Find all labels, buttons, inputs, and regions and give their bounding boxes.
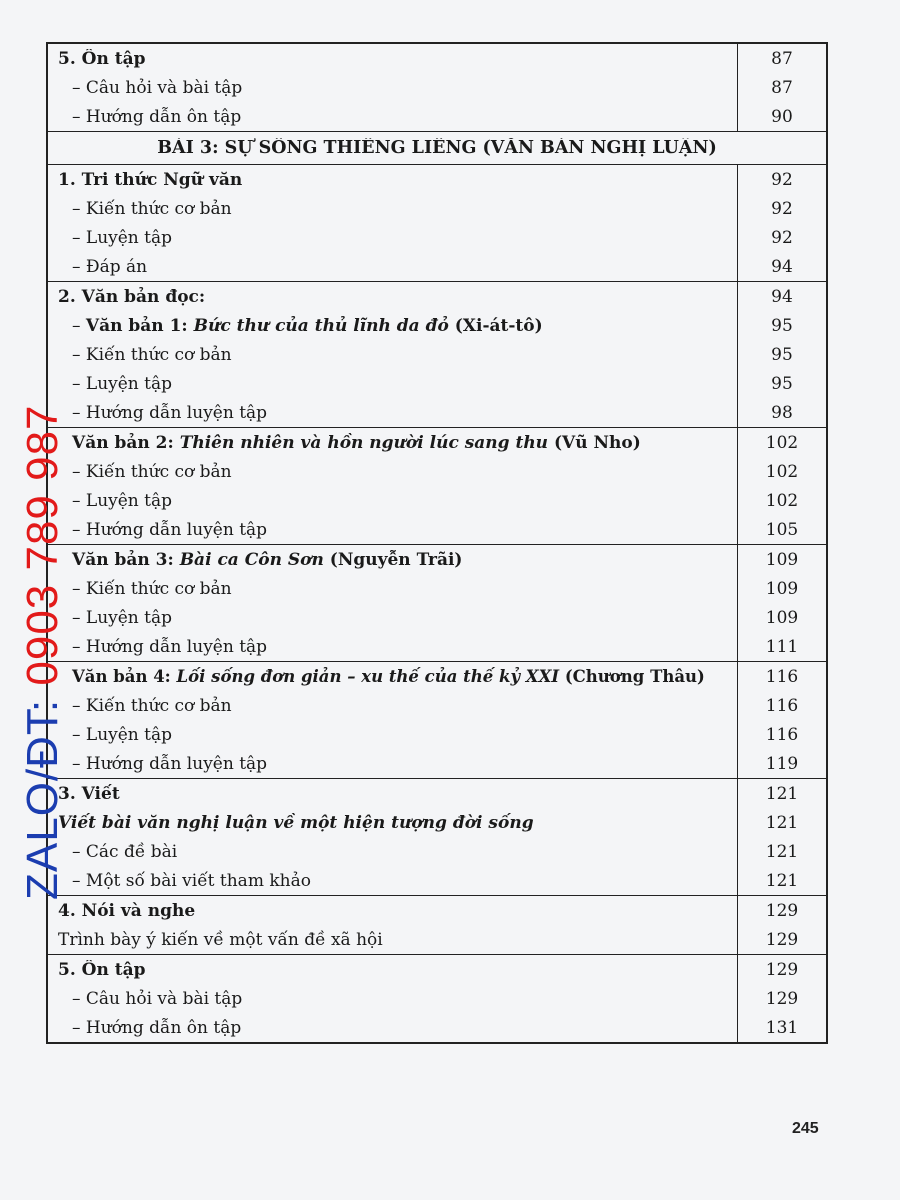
toc-entry: – Hướng dẫn luyện tập xyxy=(48,637,737,657)
toc-row xyxy=(48,925,826,954)
page-ref: 121 xyxy=(737,808,826,837)
page-ref: 92 xyxy=(737,223,826,252)
toc-row xyxy=(48,603,826,632)
toc-row xyxy=(48,398,826,427)
page-ref: 92 xyxy=(737,165,826,194)
text-label: Văn bản 2: xyxy=(72,432,180,453)
toc-entry: – Luyện tập xyxy=(48,374,737,394)
page-ref: 131 xyxy=(737,1013,826,1042)
page-ref: 98 xyxy=(737,398,826,427)
text-author: (Xi-át-tô) xyxy=(448,315,543,336)
toc-entry: – Kiến thức cơ bản xyxy=(48,345,737,365)
toc-row xyxy=(48,252,826,281)
page-ref: 119 xyxy=(737,749,826,778)
toc-row xyxy=(48,720,826,749)
section-heading: 4. Nói và nghe xyxy=(58,900,196,921)
toc-row xyxy=(48,281,826,311)
toc-row xyxy=(48,984,826,1013)
page-ref: 129 xyxy=(737,984,826,1013)
text-title: Thiên nhiên và hồn người lúc sang thu xyxy=(179,432,549,453)
toc-row xyxy=(48,574,826,603)
text-label: Văn bản 1: xyxy=(85,315,194,336)
section-heading: 5. Ôn tập xyxy=(58,959,146,980)
page-ref: 129 xyxy=(737,925,826,954)
page-ref: 121 xyxy=(737,837,826,866)
toc-entry: – Luyện tập xyxy=(48,491,737,511)
page-ref: 109 xyxy=(737,603,826,632)
text-title: Bài ca Côn Sơn xyxy=(179,549,324,570)
toc-row xyxy=(48,1013,826,1042)
contact-watermark xyxy=(0,0,67,1200)
section-heading: 5. Ôn tập xyxy=(58,48,146,69)
toc-row xyxy=(48,311,826,340)
page-ref: 95 xyxy=(737,369,826,398)
page-ref: 94 xyxy=(737,252,826,281)
toc-row xyxy=(48,749,826,778)
toc-row xyxy=(48,164,826,194)
toc-row xyxy=(48,954,826,984)
section-heading: 1. Tri thức Ngữ văn xyxy=(58,169,243,190)
toc-entry: – Kiến thức cơ bản xyxy=(48,199,737,219)
page-ref: 116 xyxy=(737,720,826,749)
page-ref: 94 xyxy=(737,282,826,311)
text-title: Lối sống đơn giản – xu thế của thế kỷ XXI xyxy=(176,667,560,686)
table-of-contents xyxy=(46,42,828,1044)
toc-row xyxy=(48,457,826,486)
lesson-title-row xyxy=(48,131,826,164)
toc-entry: – Câu hỏi và bài tập xyxy=(48,989,737,1009)
page-ref: 129 xyxy=(737,955,826,984)
toc-row xyxy=(48,486,826,515)
toc-row xyxy=(48,808,826,837)
text-entry xyxy=(48,433,737,453)
watermark-text xyxy=(18,404,68,900)
writing-task: Viết bài văn nghị luận về một hiện tượng đời sống xyxy=(58,812,534,833)
toc-entry: – Câu hỏi và bài tập xyxy=(48,78,737,98)
page-ref: 87 xyxy=(737,44,826,73)
page-ref: 102 xyxy=(737,457,826,486)
toc-row xyxy=(48,544,826,574)
page-ref: 109 xyxy=(737,574,826,603)
toc-row xyxy=(48,194,826,223)
watermark-prefix: ZALO/ĐT: xyxy=(18,685,67,900)
toc-row xyxy=(48,691,826,720)
page-ref: 102 xyxy=(737,428,826,457)
text-label: Văn bản 4: xyxy=(72,667,177,686)
toc-row xyxy=(48,44,826,73)
lesson-title: BÀI 3: SỰ SỐNG THIÊNG LIÊNG (VĂN BẢN NGHỊ LUẬN) xyxy=(157,138,717,158)
page-ref: 95 xyxy=(737,311,826,340)
toc-row xyxy=(48,661,826,691)
toc-entry: – Một số bài viết tham khảo xyxy=(48,871,737,891)
section-heading: 3. Viết xyxy=(58,783,120,804)
toc-entry: – Kiến thức cơ bản xyxy=(48,696,737,716)
toc-row xyxy=(48,427,826,457)
page-ref: 90 xyxy=(737,102,826,131)
text-title: Bức thư của thủ lĩnh da đỏ xyxy=(193,315,449,336)
page-ref: 87 xyxy=(737,73,826,102)
toc-row xyxy=(48,837,826,866)
toc-row xyxy=(48,778,826,808)
toc-row xyxy=(48,895,826,925)
toc-entry: – Kiến thức cơ bản xyxy=(48,579,737,599)
toc-entry: – Luyện tập xyxy=(48,608,737,628)
toc-entry: – Hướng dẫn luyện tập xyxy=(48,403,737,423)
page-ref: 105 xyxy=(737,515,826,544)
page-ref: 95 xyxy=(737,340,826,369)
toc-entry: – Hướng dẫn ôn tập xyxy=(48,107,737,127)
toc-entry: – Đáp án xyxy=(48,257,737,277)
toc-entry: Trình bày ý kiến về một vấn đề xã hội xyxy=(58,929,383,950)
page-ref: 121 xyxy=(737,866,826,895)
page-number: 245 xyxy=(792,1120,819,1137)
text-author: (Chương Thâu) xyxy=(559,667,705,686)
toc-row xyxy=(48,632,826,661)
toc-row xyxy=(48,73,826,102)
page-ref: 116 xyxy=(737,662,826,691)
toc-row xyxy=(48,340,826,369)
page-ref: 111 xyxy=(737,632,826,661)
toc-entry: – Luyện tập xyxy=(48,725,737,745)
text-label: Văn bản 3: xyxy=(72,549,180,570)
toc-row xyxy=(48,223,826,252)
toc-entry: – Kiến thức cơ bản xyxy=(48,462,737,482)
toc-entry: – Hướng dẫn ôn tập xyxy=(48,1018,737,1038)
text-entry xyxy=(48,316,737,336)
toc-entry: – Hướng dẫn luyện tập xyxy=(48,520,737,540)
page-ref: 102 xyxy=(737,486,826,515)
toc-entry: – Hướng dẫn luyện tập xyxy=(48,754,737,774)
section-heading: 2. Văn bản đọc: xyxy=(58,286,206,307)
toc-row xyxy=(48,369,826,398)
toc-row xyxy=(48,866,826,895)
page-ref: 109 xyxy=(737,545,826,574)
page-ref: 129 xyxy=(737,896,826,925)
text-author: (Vũ Nho) xyxy=(548,432,641,453)
text-entry xyxy=(48,550,737,570)
page-ref: 116 xyxy=(737,691,826,720)
toc-entry: – Luyện tập xyxy=(48,228,737,248)
text-author: (Nguyễn Trãi) xyxy=(323,549,463,570)
toc-row xyxy=(48,102,826,131)
text-entry xyxy=(48,667,737,686)
page-ref: 121 xyxy=(737,779,826,808)
watermark-phone: 0903 789 987 xyxy=(18,404,67,686)
toc-entry: – Các đề bài xyxy=(48,842,737,862)
toc-row xyxy=(48,515,826,544)
page-ref: 92 xyxy=(737,194,826,223)
